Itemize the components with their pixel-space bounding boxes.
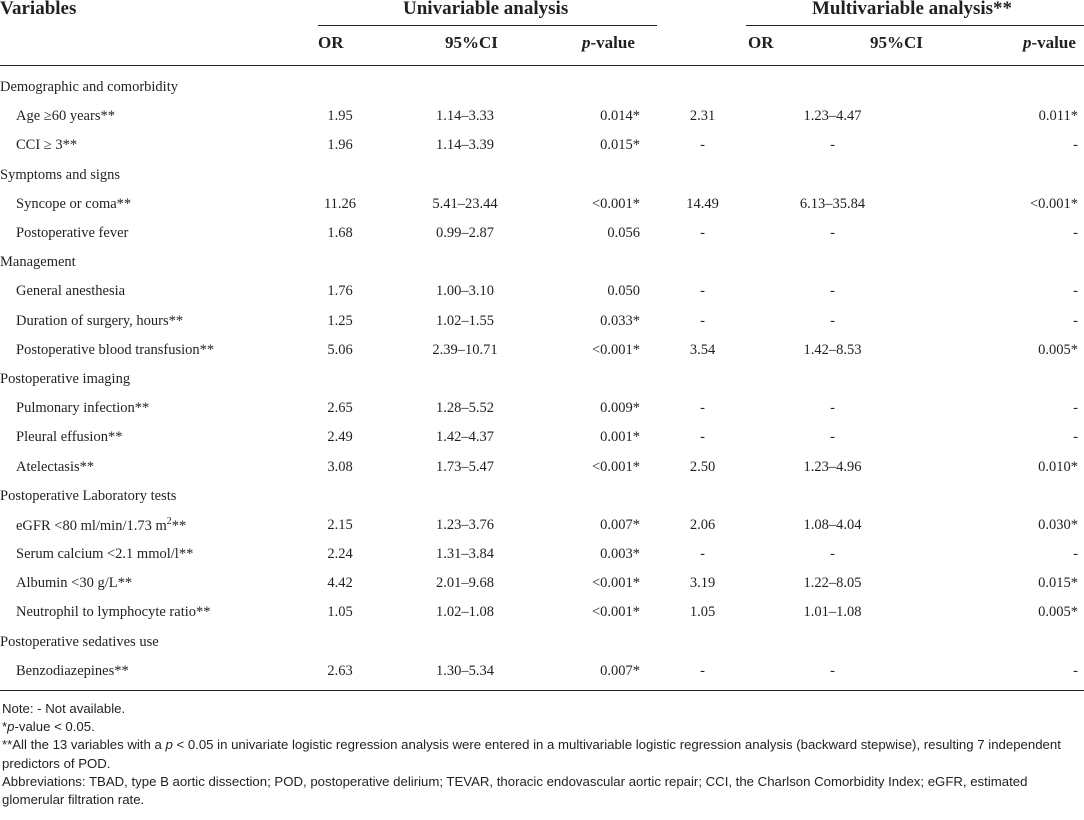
multivariable-p: 0.005* [1038,341,1078,358]
category-row [0,73,1084,102]
multivariable-ci: - [830,662,835,679]
footnotes [2,700,1082,809]
univariable-or: 4.42 [327,575,353,592]
variable-cell [0,423,300,452]
variable-cell [0,307,300,336]
univariable-or: 1.76 [327,283,353,300]
univariable-or: 1.05 [327,604,353,621]
univariable-ci: 2.39–10.71 [432,341,498,358]
category-row [0,248,1084,277]
variable-cell [0,131,300,160]
multivariable-p: 0.015* [1038,575,1078,592]
variable-cell [0,190,300,219]
variable-cell [0,540,300,569]
variable-cell [0,598,300,627]
p-rest: -value [590,33,635,52]
multivariable-or: - [700,137,705,154]
univariable-or: 11.26 [323,195,357,212]
multivariable-or: - [700,662,705,679]
table-row [0,657,1084,686]
variable-label: eGFR <80 ml/min/1.73 m [16,517,167,534]
table-row [0,511,1084,540]
multivariable-or: 1.05 [689,604,716,621]
category-row [0,628,1084,657]
variable-cell [0,336,300,365]
univariable-p: 0.015* [600,137,640,154]
note3-a: **All the 13 variables with a [2,737,166,753]
category-label: Postoperative imaging [0,370,131,387]
univariable-or: 2.24 [327,546,353,563]
header-variables: Variables [0,0,77,19]
univariable-ci: 2.01–9.68 [436,575,494,592]
univariable-p: 0.003* [600,546,640,563]
note-asterisk: * [2,719,8,735]
variable-label: Pulmonary infection** [16,400,150,417]
multivariable-ci: - [830,283,835,300]
univariable-ci: 1.02–1.08 [436,604,494,621]
variable-label: Albumin <30 g/L** [16,575,133,592]
univariable-ci: 1.14–3.39 [436,137,494,154]
variable-label: Postoperative blood transfusion** [16,341,215,358]
variable-cell [0,277,300,306]
header-m-or: OR [748,33,774,52]
table-row [0,336,1084,365]
variable-label: Serum calcium <2.1 mmol/l** [16,546,194,563]
table-row [0,423,1084,452]
univariable-p: 0.056 [607,225,640,242]
univariable-or: 1.25 [327,312,353,329]
multivariable-ci: - [830,400,835,417]
multivariable-ci: 1.01–1.08 [803,604,862,621]
univariable-p: 0.007* [600,662,640,679]
table-row [0,219,1084,248]
variable-cell [0,394,300,423]
multivariable-or: 2.06 [689,516,716,533]
multivariable-p: - [1073,400,1078,417]
header-u-or: OR [318,33,344,52]
variable-cell [0,219,300,248]
variable-label: General anesthesia [16,283,126,300]
univariable-p: 0.014* [600,108,640,125]
multivariable-ci: 1.42–8.53 [803,341,862,358]
univariable-or: 2.65 [327,400,353,417]
table-row [0,394,1084,423]
header-rule [0,65,1084,66]
category-label: Demographic and comorbidity [0,79,178,96]
multivariable-p: 0.010* [1038,458,1078,475]
table-row [0,131,1084,160]
variable-cell [0,569,300,598]
univariable-p: 0.050 [607,283,640,300]
univariable-or: 1.68 [327,225,353,242]
note-not-available: Note: - Not available. [2,701,126,716]
univariable-p: <0.001* [591,195,640,212]
table-bottom-rule [0,690,1084,691]
p-italic: p [582,33,591,52]
variable-label: Atelectasis** [16,458,95,475]
table-row [0,598,1084,627]
category-label: Management [0,254,76,271]
note-p-italic: p [7,719,15,735]
p-rest: -value [1031,33,1076,52]
category-row [0,482,1084,511]
category-label: Postoperative sedatives use [0,633,159,650]
category-row [0,365,1084,394]
table-row [0,569,1084,598]
variable-suffix: ** [171,517,187,534]
multivariable-p: 0.005* [1038,604,1078,621]
category-label: Symptoms and signs [0,166,121,183]
table-row [0,307,1084,336]
multivariable-or: - [700,429,705,446]
table-row [0,190,1084,219]
univariable-ci: 1.31–3.84 [436,546,494,563]
univariable-ci: 1.28–5.52 [436,400,494,417]
note-p-rest: -value < 0.05. [14,719,95,735]
multivariable-p: - [1073,225,1078,242]
variable-label: Postoperative fever [16,225,129,242]
univariable-ci: 1.23–3.76 [436,516,494,533]
univariable-p: <0.001* [591,458,640,475]
multivariable-or: - [700,312,705,329]
category-row [0,161,1084,190]
univariable-ci: 1.00–3.10 [436,283,494,300]
univariable-p: 0.001* [600,429,640,446]
univariable-p: 0.007* [600,516,640,533]
univariable-p: <0.001* [591,341,640,358]
header-u-ci: 95%CI [445,33,498,52]
multivariable-or: - [700,225,705,242]
header-univariable: Univariable analysis [403,0,569,19]
multivariable-p: 0.011* [1038,108,1078,125]
univariable-ci: 1.73–5.47 [436,458,494,475]
variable-label: Pleural effusion** [16,429,123,446]
variable-label: Age ≥60 years** [16,108,115,125]
p-italic: p [1023,33,1032,52]
multivariable-p: - [1073,137,1078,154]
multivariable-p: - [1073,429,1078,446]
multivariable-or: 2.50 [689,458,716,475]
table-body [0,73,1084,686]
multivariable-ci: 6.13–35.84 [799,195,866,212]
variable-cell [0,657,300,686]
variable-cell [0,452,300,481]
multivariable-ci: 1.23–4.47 [803,108,862,125]
variable-cell [0,102,300,131]
multivariable-ci: - [830,546,835,563]
variable-superscript: 2 [166,515,172,527]
multivariable-or: - [700,283,705,300]
note-pvalue [2,718,1082,736]
multivariable-ci: - [830,312,835,329]
multivariable-p: 0.030* [1038,516,1078,533]
univariable-or: 5.06 [327,341,353,358]
note-abbreviations: Abbreviations: TBAD, type B aortic dissection; POD, postoperative delirium; TEVAR, thoracic endovascular aortic repair; CCI, the Charlson Comorbidity Index; eGFR, estimated glomerular filtration rate. [2,773,1028,808]
note3-p: p [165,737,173,753]
univariable-or: 1.96 [327,137,353,154]
multivariable-p: - [1073,546,1078,563]
univariable-ci: 0.99–2.87 [436,225,494,242]
multivariable-or: - [700,400,705,417]
univariable-or: 2.49 [327,429,353,446]
multivariable-or: 3.19 [689,575,716,592]
multivariable-or: - [700,546,705,563]
variable-label: Benzodiazepines** [16,662,129,679]
univariable-p: <0.001* [591,604,640,621]
univariable-rule [318,25,657,26]
multivariable-ci: 1.23–4.96 [803,458,862,475]
table-row [0,452,1084,481]
variable-label: Syncope or coma** [16,195,132,212]
univariable-or: 2.15 [327,516,353,533]
multivariable-ci: - [830,225,835,242]
multivariable-ci: 1.22–8.05 [803,575,862,592]
multivariable-p: - [1073,312,1078,329]
univariable-ci: 1.02–1.55 [436,312,494,329]
multivariable-rule [746,25,1084,26]
univariable-ci: 1.42–4.37 [436,429,494,446]
table-row [0,277,1084,306]
variable-label: Neutrophil to lymphocyte ratio** [16,604,211,621]
multivariable-ci: - [830,137,835,154]
univariable-p: 0.033* [600,312,640,329]
univariable-ci: 1.14–3.33 [436,108,494,125]
header-multivariable: Multivariable analysis** [812,0,1013,19]
header-u-pvalue [582,33,635,53]
table-row [0,540,1084,569]
univariable-p: <0.001* [591,575,640,592]
multivariable-ci: 1.08–4.04 [803,516,862,533]
univariable-or: 1.95 [327,108,353,125]
univariable-or: 3.08 [327,458,353,475]
note3-b: < 0.05 in univariate logistic regression analysis were entered in a multivariable logistic regression analysis (backward stepwise), resulting 7 independent predictors of POD. [2,737,1061,771]
multivariable-p: <0.001* [1029,195,1078,212]
univariable-or: 2.63 [327,662,353,679]
multivariable-p: - [1073,283,1078,300]
note-multivariable [2,736,1082,772]
multivariable-or: 14.49 [686,195,719,212]
univariable-ci: 1.30–5.34 [436,662,494,679]
multivariable-or: 2.31 [689,108,716,125]
multivariable-p: - [1073,662,1078,679]
variable-label: Duration of surgery, hours** [16,312,184,329]
header-m-pvalue [1023,33,1076,53]
table-row [0,102,1084,131]
multivariable-or: 3.54 [689,341,716,358]
variable-cell [0,511,300,540]
results-table [0,73,1084,686]
variable-label: CCI ≥ 3** [16,137,78,154]
multivariable-ci: - [830,429,835,446]
univariable-p: 0.009* [600,400,640,417]
header-m-ci: 95%CI [870,33,923,52]
univariable-ci: 5.41–23.44 [432,195,498,212]
category-label: Postoperative Laboratory tests [0,487,177,504]
